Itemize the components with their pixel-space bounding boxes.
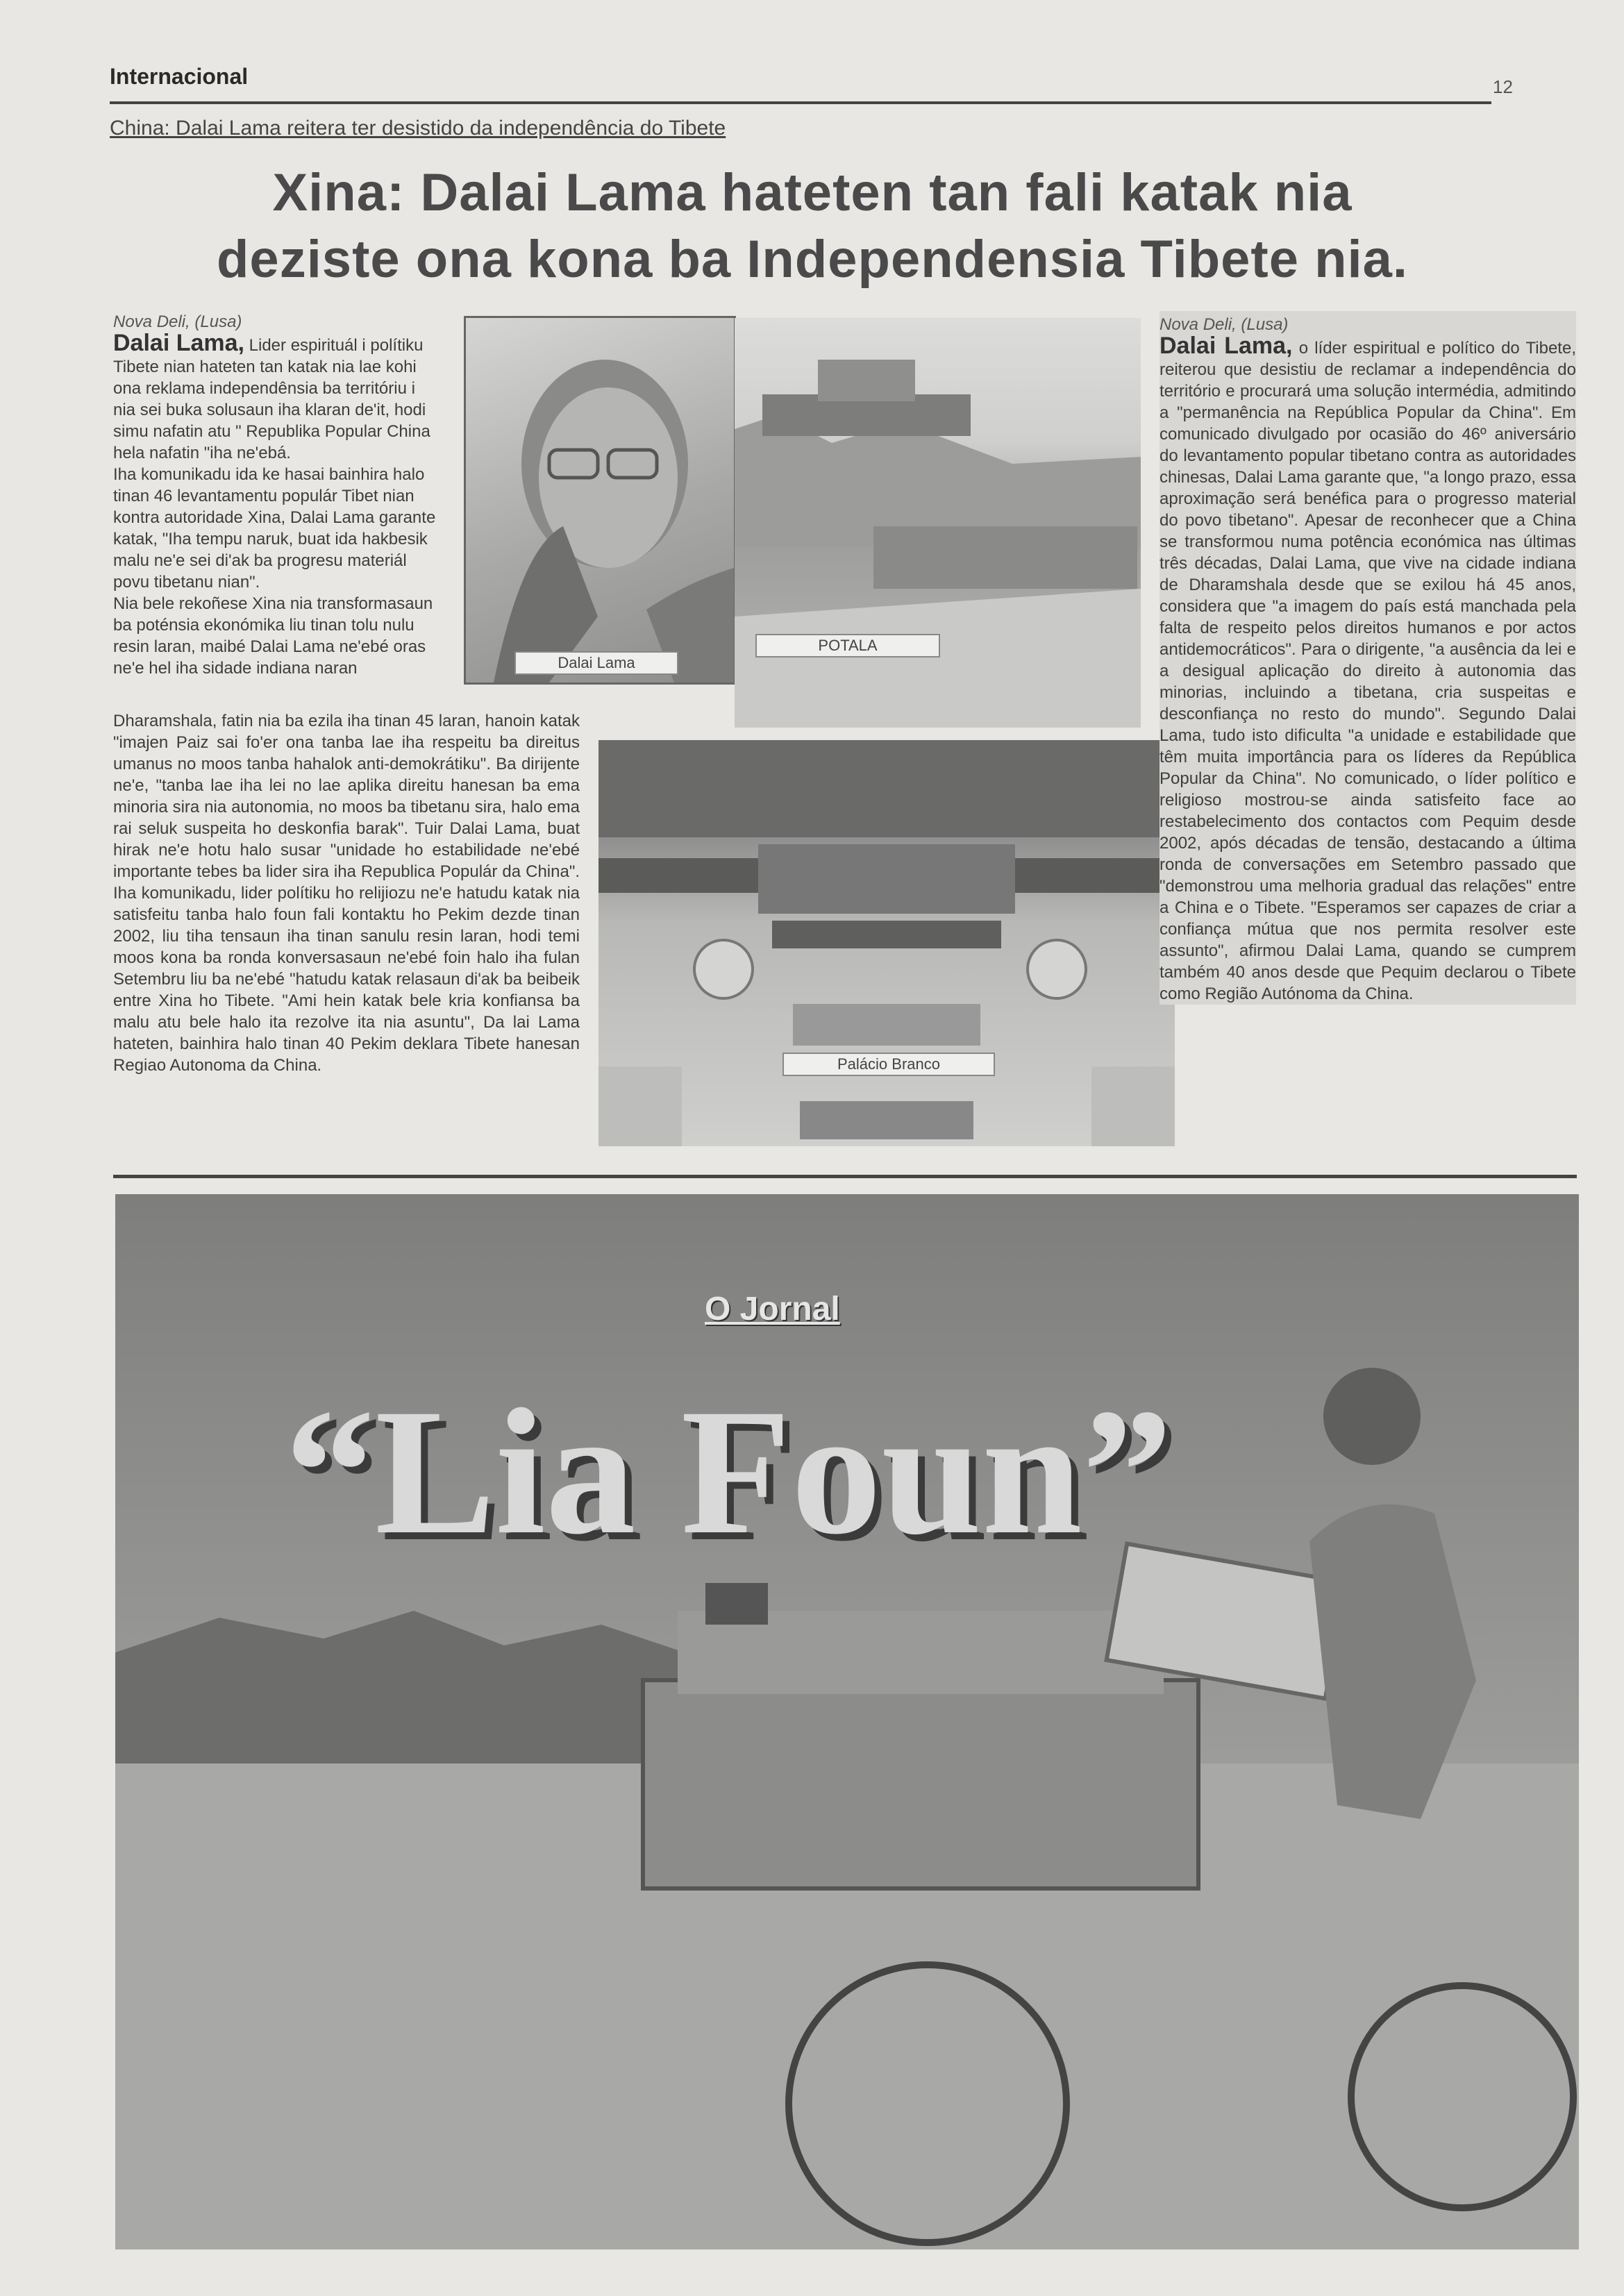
text-line: Tibete nian hateten tan katak nia lae kohi [113,358,417,376]
text-line: simu nafatin atu " Republika Popular China [113,422,430,441]
text-line: Lider espirituál i polítiku [249,336,424,355]
text-line: Nia bele rekoñese Xina nia transformasaun [113,594,433,613]
text-line: ona reklama independênsia ba territóriu i [113,379,415,398]
text-line: nia sei buka solusaun iha klaran de'it, hodi [113,401,426,419]
text-line: hela nafatin "iha ne'ebá. [113,444,291,462]
dalai-lama-portrait-photo [464,316,736,685]
page-number: 12 [1493,76,1513,97]
text-line: ba poténsia ekonómika liu tinan tolu nulu [113,616,415,635]
banner-title: “Lia Foun” [285,1372,1173,1572]
headline-line-2: deziste ona kona ba Independensia Tibete nia. [217,230,1408,289]
text-line: kontra autoridade Xina, Dalai Lama garante [113,508,436,527]
potala-palace-photo [735,318,1141,728]
text-line: resin laran, maibé Dalai Lama ne'ebé oras [113,637,426,656]
section-label: Internacional [110,64,249,89]
lead-tetum: Dalai Lama, [113,330,244,356]
text-line: ne'e hel iha sidade indiana naran [113,659,358,678]
portuguese-paragraph [1160,335,1576,1005]
text-line: povu tibetanu nian". [113,573,260,592]
portuguese-text: o líder espiritual e político do Tibete, reiterou que desistiu de reclamar a independência do território e procurará uma solução intermédia, admitindo a "permanência na República Popular da China". Em comunicado divulgado por ocasião do 46º aniversário do levantamento popular tibetano contra as autoridades chinesas, Dalai Lama garante que, "a longo prazo, essa aproximação será benéfica para o progresso material do povo tibetano". Apesar de reconhecer que a China se transformou numa potência económica nas últimas três décadas, Dalai Lama, que vive na cidade indiana de Dharamshala desde que se exilou há 45 anos, considera que "a imagem do país está manchada pela falta de respeito pelos direitos humanos e por actos antidemocráticos". Para o dirigente, "a ausência da lei e a desigual aplicação do direito à autonomia das minorias, incluindo a tibetana, cria suspeitas e desconfiança no resto do mundo". Segundo Dalai Lama, tudo isto dificulta "a unidade e estabilidade que têm muita importância para os líderes da República Popular da China". No comunicado, o líder político e religioso mostrou-se ainda satisfeito face ao restabelecimento dos contactos com Pequim desde 2002, após décadas de tensão, destacando a última ronda de conversações em Setembro passado que "demonstrou uma melhoria gradual das relações" entre a China e o Tibete. "Esperamos ser capazes de criar a confiança mútua que nos permita resolver este assunto", afirmou Dalai Lama, quando se cumprem também 40 anos desde que Pequim declarou o Tibete como Região Autónoma da China. [1160,339,1576,1003]
header-rule [110,101,1491,104]
byline-tetum: Nova Deli, (Lusa) [113,312,242,331]
article-tetum-lower: Dharamshala, fatin nia ba ezila iha tinan 45 laran, hanoin katak "imajen Paiz sai fo'er ona tanba lae iha respeitu ba direitus umanus no moos tanba hahalok anti-demokrátiku". Ba dirijente ne'e, "tanba lae iha lei no lae aplika direitu hanesan ba ema minoria sira nia autonomia, no moos ba tibetanu sira, halo ema rai seluk suspeita ho deskonfia barak". Tuir Dalai Lama, buat hirak ne'e hotu halo susar "unidade ho estabilidade ne'ebé importante tebes ba lider sira iha Republica Populár da China". Iha komunikadu, lider polítiku ho relijiozu ne'e hatudu katak nia satisfeitu tanba halo foun fali kontaktu ho Pekim dezde tinan 2002, liu tiha tensaun iha tinan sanulu resin laran, hodi temi moos kona ba ronda konversasaun ne'ebé foin halo iha fulan Setembru liu ba ne'ebé "hatudu katak relasaun di'ak ba beibeik entre Xina ho Tibete. "Ami hein katak bele kria konfiansa ba malu atu bele halo ita rezolve ita nia asuntu", Da lai Lama hateten, bainhira halo tinan 40 Pekim deklara Tibete hanesan Regiao Autonoma da China. [113,712,580,1075]
potala-caption: POTALA [755,634,940,657]
article-tetum-upper [113,311,460,679]
banner-kicker: O Jornal [705,1291,840,1327]
palace-caption: Palácio Branco [782,1053,995,1076]
headline-line-1: Xina: Dalai Lama hateten tan fali katak nia [272,163,1353,222]
article-headline [125,160,1500,293]
tetum-paragraph-1 [113,330,460,356]
byline-portuguese: Nova Deli, (Lusa) [1160,315,1289,334]
lia-foun-banner [115,1194,1579,2249]
text-line: Iha komunikadu ida ke hasai bainhira halo [113,465,425,484]
text-line: tinan 46 levantamentu populár Tibet nian [113,487,415,505]
section-divider [113,1175,1577,1178]
white-palace-photo [598,740,1175,1146]
article-portuguese [1160,311,1576,1005]
article-subheading: China: Dalai Lama reitera ter desistido da independência do Tibete [110,117,726,140]
text-line: katak, "Iha tempu naruk, buat ida hakbesik [113,530,428,548]
text-line: malu ne'e sei di'ak ba progresu materiál [113,551,407,570]
portrait-caption: Dalai Lama [514,651,678,675]
lead-portuguese: Dalai Lama, [1160,333,1293,359]
